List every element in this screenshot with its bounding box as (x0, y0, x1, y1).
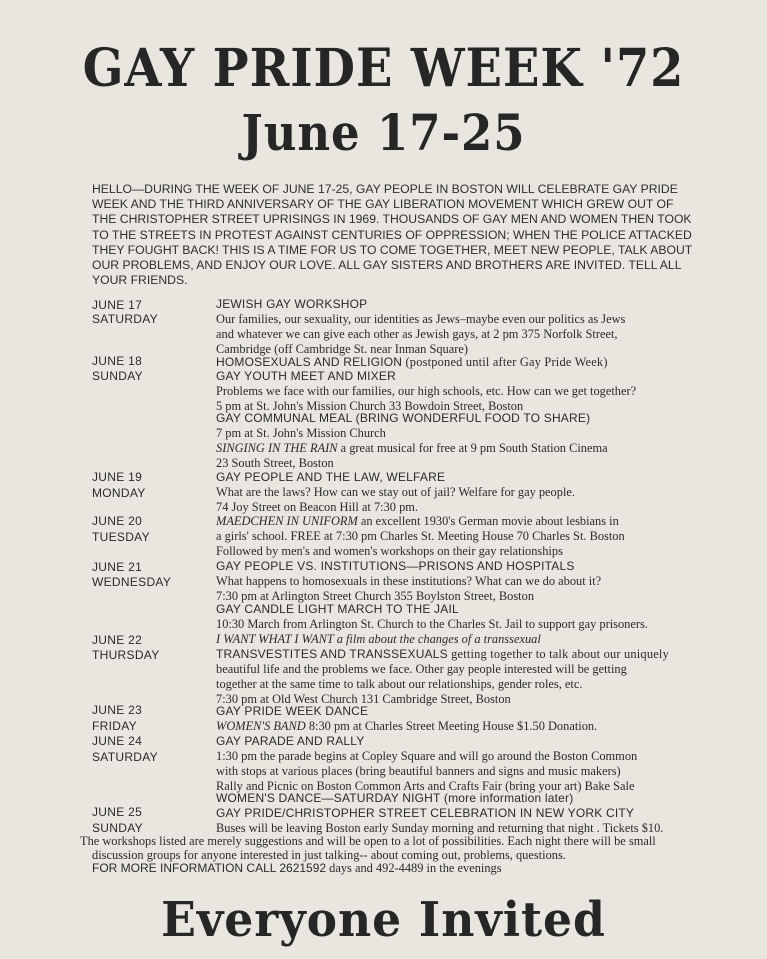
event-detail: and whatever we can give each other as Jewish gays, at 2 pm 375 Norfolk Street, (216, 327, 618, 341)
contact-info (92, 861, 502, 876)
event-detail: 23 South Street, Boston (216, 456, 334, 470)
footer-note: discussion groups for anyone interested in just talking-- about coming out, problems, questions. (92, 848, 566, 862)
day-weekday: THURSDAY (92, 648, 160, 662)
day-date: JUNE 17 (92, 298, 143, 312)
event-detail: 5 pm at St. John's Mission Church 33 Bowdoin Street, Boston (216, 399, 524, 413)
day-date: JUNE 18 (92, 354, 143, 368)
event-note: (postponed until after Gay Pride Week) (402, 355, 608, 369)
intro-paragraph: HELLO—DURING THE WEEK OF JUNE 17-25, GAY PEOPLE IN BOSTON WILL CELEBRATE GAY PRIDE WEEK AND THE THIRD ANNIVERSARY OF THE GAY LIBERATION MOVEMENT WHICH GREW OUT OF THE CHRISTOPHER STREET UPRISINGS IN 1969. THOUSANDS OF GAY MEN AND WOMEN THEN TOOK TO THE STREETS IN PROTEST AGAINST CENTURIES OF OPPRESSION; WHEN THE POLICE ATTACKED THEY FOUGHT BACK! THIS IS A TIME FOR US TO COME TOGETHER, MEET NEW PEOPLE, TALK ABOUT OUR PROBLEMS, AND ENJOY OUR LOVE. ALL GAY SISTERS AND BROTHERS ARE INVITED. TELL ALL YOUR FRIENDS. (92, 182, 693, 288)
event-heading: GAY YOUTH MEET AND MIXER (216, 369, 396, 383)
day-weekday: SATURDAY (92, 750, 158, 764)
event-heading: GAY CANDLE LIGHT MARCH TO THE JAIL (216, 602, 459, 616)
event-detail-text: getting together to talk about our uniquely (447, 647, 669, 661)
event-detail: Problems we face with our families, our high schools, etc. How can we get together? (216, 384, 637, 398)
day-date: JUNE 19 (92, 470, 143, 484)
event-detail: Rally and Picnic on Boston Common Arts and Crafts Fair (bring your art) Bake Sale (216, 779, 635, 793)
day-weekday: SUNDAY (92, 821, 143, 835)
event-detail: Cambridge (off Cambridge St. near Inman Square) (216, 342, 468, 356)
event-heading: GAY COMMUNAL MEAL (BRING WONDERFUL FOOD TO SHARE) (216, 411, 591, 425)
event-detail-text: a great musical for free at 9 pm South Station Cinema (337, 441, 608, 455)
event-detail: What are the laws? How can we stay out of jail? Welfare for gay people. (216, 485, 575, 499)
event-detail: 74 Joy Street on Beacon Hill at 7:30 pm. (216, 500, 419, 514)
day-date: JUNE 24 (92, 734, 143, 748)
event-detail: Buses will be leaving Boston early Sunday morning and returning that night . Tickets $10. (216, 821, 664, 835)
event-heading: GAY PARADE AND RALLY (216, 734, 365, 748)
poster-dates: June 17-25 (241, 103, 526, 162)
event-detail: 7:30 pm at Arlington Street Church 355 Boylston Street, Boston (216, 589, 535, 603)
event-detail (216, 440, 608, 456)
day-date: JUNE 23 (92, 703, 143, 717)
event-title-italic: MAEDCHEN IN UNIFORM (216, 514, 358, 528)
poster-title: GAY PRIDE WEEK '72 (82, 38, 685, 99)
event-detail: 7 pm at St. John's Mission Church (216, 426, 386, 440)
event-detail: I WANT WHAT I WANT a film about the changes of a transsexual (216, 632, 541, 646)
event-detail: 1:30 pm the parade begins at Copley Square and will go around the Boston Common (216, 749, 638, 763)
day-date: JUNE 25 (92, 805, 143, 819)
event-detail-text: an excellent 1930's German movie about lesbians in (357, 514, 619, 528)
event-heading-text: HOMOSEXUALS AND RELIGION (216, 355, 403, 369)
event-heading: GAY PRIDE/CHRISTOPHER STREET CELEBRATION IN NEW YORK CITY (216, 806, 635, 820)
event-heading (216, 646, 669, 662)
event-detail: with stops at various places (bring beautiful banners and signs and music makers) (216, 764, 621, 778)
day-date: JUNE 20 (92, 514, 143, 528)
event-detail-text: 8:30 pm at Charles Street Meeting House $1.50 Donation. (305, 719, 598, 733)
day-date: JUNE 22 (92, 633, 143, 647)
contact-hours: days and 492-4489 in the evenings (326, 861, 502, 875)
event-detail: 10:30 March from Arlington St. Church to the Charles St. Jail to support gay prisoners. (216, 617, 648, 631)
everyone-invited-banner: Everyone Invited (161, 892, 606, 948)
event-detail: Followed by men's and women's workshops on their gay relationships (216, 544, 563, 558)
event-heading: WOMEN'S DANCE—SATURDAY NIGHT (more information later) (216, 791, 574, 805)
event-heading-text: TRANSVESTITES AND TRANSSEXUALS (216, 647, 448, 661)
day-weekday: WEDNESDAY (92, 575, 172, 589)
day-weekday: FRIDAY (92, 719, 137, 733)
day-weekday: SUNDAY (92, 369, 143, 383)
day-date: JUNE 21 (92, 560, 143, 574)
event-detail: Our families, our sexuality, our identities as Jews–maybe even our politics as Jews (216, 312, 626, 326)
event-detail: together at the same time to talk about our relationships, gender roles, etc. (216, 677, 583, 691)
event-title-italic: WOMEN'S BAND (216, 719, 306, 733)
day-weekday: SATURDAY (92, 312, 158, 326)
event-detail (216, 513, 619, 529)
event-heading: GAY PEOPLE AND THE LAW, WELFARE (216, 470, 446, 484)
event-detail (216, 718, 597, 734)
day-weekday: MONDAY (92, 486, 146, 500)
event-heading: JEWISH GAY WORKSHOP (216, 297, 368, 311)
event-heading: GAY PRIDE WEEK DANCE (216, 704, 369, 718)
event-detail: 7:30 pm at Old West Church 131 Cambridge Street, Boston (216, 692, 511, 706)
contact-phone: FOR MORE INFORMATION CALL 2621592 (92, 861, 327, 875)
event-detail: What happens to homosexuals in these institutions? What can we do about it? (216, 574, 602, 588)
event-heading: GAY PEOPLE VS. INSTITUTIONS—PRISONS AND HOSPITALS (216, 559, 575, 573)
event-detail: a girls' school. FREE at 7:30 pm Charles St. Meeting House 70 Charles St. Boston (216, 529, 625, 543)
footer-note: The workshops listed are merely suggestions and will be open to a lot of possibilities. Each night there will be small (80, 834, 656, 848)
event-title-italic: SINGING IN THE RAIN (216, 441, 338, 455)
day-weekday: TUESDAY (92, 530, 150, 544)
event-detail: beautiful life and the problems we face. Other gay people interested will be getting (216, 662, 627, 676)
